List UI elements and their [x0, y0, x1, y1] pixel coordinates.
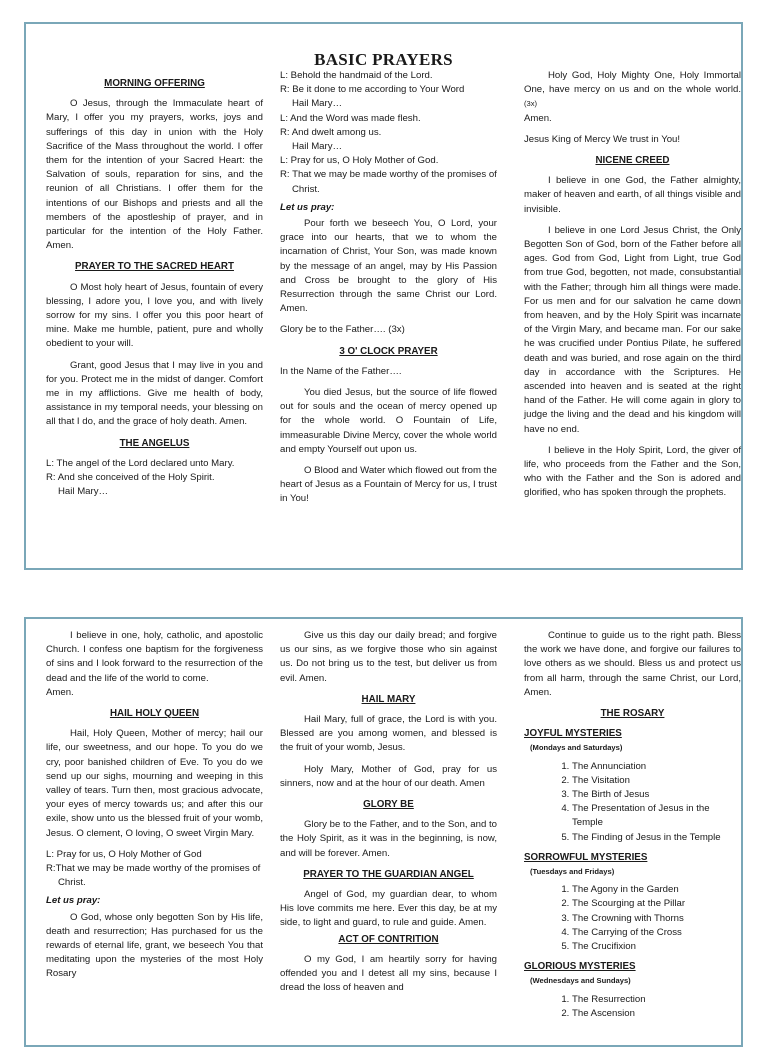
- angelus-response-line: R: And dwelt among us.: [280, 126, 382, 138]
- angelus-title: THE ANGELUS: [119, 437, 190, 449]
- three-oclock-title: 3 O' CLOCK PRAYER: [339, 345, 438, 357]
- hail-mary-cue: Hail Mary…: [58, 486, 109, 498]
- angelus-leader-line: L: Behold the handmaid of the Lord.: [280, 70, 433, 81]
- in-the-name-line: In the Name of the Father….: [280, 365, 402, 377]
- bottom-column-3: [524, 629, 741, 1025]
- joyful-mysteries-list: [524, 760, 741, 845]
- mystery-item: 2. The Ascension: [572, 1007, 741, 1021]
- page-title: BASIC PRAYERS: [314, 50, 453, 69]
- sacred-heart-paragraph-2: Grant, good Jesus that I may live in you and for you. Protect me in the midst of danger. Comfort me in my afflictions. Give me health of body, assistance in my temporal needs, your blessing on all that I do, and the grace of holy death. Amen.: [46, 359, 263, 428]
- sorrowful-mysteries-list: [524, 883, 741, 954]
- mystery-item: 3. The Birth of Jesus: [572, 788, 741, 802]
- sacred-heart-title: PRAYER TO THE SACRED HEART: [75, 261, 234, 273]
- sorrowful-days: (Tuesdays and Fridays): [530, 867, 615, 877]
- angelus-response-line: R: Be it done to me according to Your Word: [280, 84, 465, 96]
- bottom-column-2: [280, 629, 497, 1002]
- act-of-contrition-title: ACT OF CONTRITION: [338, 933, 439, 945]
- top-panel: [24, 22, 743, 570]
- hail-mary-title: HAIL MARY: [361, 693, 416, 705]
- mystery-item: 2. The Scourging at the Pillar: [572, 897, 741, 911]
- amen-line: Amen.: [46, 686, 74, 698]
- hail-mary-cue: Hail Mary…: [292, 98, 343, 110]
- hail-mary-paragraph-1: Hail Mary, full of grace, the Lord is with you. Blessed are you among women, and blessed is the fruit of your womb, Jesus.: [280, 714, 497, 754]
- morning-offering-title: MORNING OFFERING: [104, 78, 205, 89]
- sorrowful-mysteries-title: SORROWFUL MYSTERIES: [524, 851, 648, 863]
- creed-paragraph-2: I believe in one Lord Jesus Christ, the Only Begotten Son of God, born of the Father before all ages. God from God, Light from Light, true God from true God, begotten, not made, consubstantial with the Father; through him all things were made. For us men and for our salvation he came down from heaven, and by the Holy Spirit was incarnate of the Virgin Mary, and became man. For our sake he was crucified under Pontius Pilate, he suffered death and was buried, and rose again on the third day in accordance with the Scriptures. He ascended into heaven and is seated at the right hand of the Father. He will come again in glory to judge the living and the dead and his kingdom will have no end.: [524, 224, 741, 435]
- mystery-item: 1. The Resurrection: [572, 993, 741, 1007]
- bottom-column-1: [46, 629, 263, 989]
- repeat-count: (3x): [524, 99, 538, 109]
- hail-holy-queen-title: HAIL HOLY QUEEN: [109, 708, 200, 720]
- creed-paragraph-3: I believe in the Holy Spirit, Lord, the giver of life, who proceeds from the Father and the Son, who with the Father and the Son is adored and glorified, who has spoken through the prophets.: [524, 444, 741, 499]
- mystery-item: 4. The Carrying of the Cross: [572, 926, 741, 940]
- mystery-item: 1. The Agony in the Garden: [572, 883, 741, 897]
- mystery-item: 1. The Annunciation: [572, 760, 741, 774]
- rosary-title: THE ROSARY: [600, 708, 665, 720]
- creed-church-text: I believe in one, holy, catholic, and apostolic Church. I confess one baptism for the forgiveness of sins and I look forward to the resurrection of the dead and the life of the world to come.: [46, 630, 263, 684]
- angelus-response-line: R: That we may be made worthy of the promises of Christ.: [280, 169, 497, 195]
- angelus-closing-prayer: Pour forth we beseech You, O Lord, your grace into our hearts, that we to whom the incarnation of Christ, Your Son, was made known by the message of an angel, may by His Passion and Cross be brought to the glory of His Resurrection through the same Christ our Lord. Amen.: [280, 218, 497, 315]
- guidance-prayer-text: Continue to guide us to the right path. Bless the work we have done, and forgive our failures to love others as we should. Bless us and protect us from all harm, through the same Christ, our Lord, Amen.: [524, 630, 741, 698]
- amen-line: Amen.: [524, 112, 552, 124]
- queen-leader-line: L: Pray for us, O Holy Mother of God: [46, 848, 202, 860]
- glory-be-text: Glory be to the Father, and to the Son, and to the Holy Spirit, as it was in the beginning, is now, and will be forever. Amen.: [280, 819, 497, 859]
- jesus-king-line: Jesus King of Mercy We trust in You!: [524, 133, 681, 145]
- joyful-mysteries-title: JOYFUL MYSTERIES: [524, 728, 622, 740]
- you-died-jesus-text: You died Jesus, but the source of life flowed out for souls and the ocean of mercy opened up for the whole world. O Fountain of Life, immeasurable Divine Mercy, cover the whole world and empty Yourself out upon us.: [280, 387, 497, 455]
- blood-and-water-text: O Blood and Water which flowed out from the heart of Jesus as a Fountain of Mercy for us, I trust in You!: [280, 465, 497, 505]
- top-column-1: [46, 77, 263, 499]
- top-column-3: [524, 69, 741, 508]
- glorious-mysteries-title: GLORIOUS MYSTERIES: [524, 961, 636, 973]
- guardian-angel-text: Angel of God, my guardian dear, to whom His love commits me here. Ever this day, be at my side, to light and guard, to rule and guide. Amen.: [280, 889, 497, 929]
- glorious-days: (Wednesdays and Sundays): [530, 976, 631, 986]
- angelus-response-line: R: And she conceived of the Holy Spirit.: [46, 472, 215, 484]
- let-us-pray-label: Let us pray:: [46, 895, 101, 907]
- our-father-ending: Give us this day our daily bread; and forgive us our sins, as we forgive those who sin against us. Do not bring us to the test, but deliver us from evil. Amen.: [280, 630, 497, 684]
- act-of-contrition-text: O my God, I am heartily sorry for having offended you and I detest all my sins, because I dread the loss of heaven and: [280, 953, 497, 994]
- joyful-days: (Mondays and Saturdays): [530, 743, 623, 753]
- holy-god-text: [524, 69, 741, 112]
- angelus-leader-line: L: And the Word was made flesh.: [280, 112, 421, 124]
- nicene-creed-title: NICENE CREED: [595, 155, 670, 167]
- holy-god-line: Holy God, Holy Mighty One, Holy Immortal One, have mercy on us and on the whole world.: [524, 70, 741, 96]
- mystery-item: 2. The Visitation: [572, 774, 741, 788]
- queen-response-line: R:That we may be made worthy of the promises of Christ.: [46, 863, 261, 889]
- angelus-leader-line: L: The angel of the Lord declared unto Mary.: [46, 457, 235, 469]
- angelus-leader-line: L: Pray for us, O Holy Mother of God.: [280, 155, 439, 167]
- hail-mary-paragraph-2: Holy Mary, Mother of God, pray for us sinners, now and at the hour of our death. Amen: [280, 763, 497, 789]
- hail-holy-queen-text: Hail, Holy Queen, Mother of mercy; hail our life, our sweetness, and our hope. To you do we cry, poor banished children of Eve. To you do we send up our sighs, mourning and weeping in this valley of tears. Turn then, most gracious advocate, your eyes of mercy towards us; and after this our exile, show unto us the blessed fruit of your womb, Jesus. O clement, O loving, O sweet Virgin Mary.: [46, 728, 263, 839]
- glory-be-title: GLORY BE: [363, 799, 414, 811]
- hail-mary-cue: Hail Mary…: [292, 141, 343, 153]
- mystery-item: 5. The Finding of Jesus in the Temple: [572, 831, 741, 845]
- mystery-item: 5. The Crucifixion: [572, 940, 741, 954]
- let-us-pray-label: Let us pray:: [280, 201, 335, 213]
- guardian-angel-title: PRAYER TO THE GUARDIAN ANGEL: [303, 868, 474, 880]
- rosary-closing-prayer: O God, whose only begotten Son by His life, death and resurrection; Has purchased for us the rewards of eternal life, grant, we beseech You that meditating upon the mysteries of the most Holy Rosary: [46, 911, 263, 980]
- creed-paragraph-1: I believe in one God, the Father almighty, maker of heaven and earth, of all things visible and invisible.: [524, 175, 741, 215]
- morning-offering-text: O Jesus, through the Immaculate heart of Mary, I offer you my prayers, works, joys and sufferings of this day in union with the Holy Sacrifice of the Mass throughout the world. I offer them for the intention of your Sacred Heart: the Salvation of souls, reparation for sins, and the reunion of all Christians. I offer them for the intentions of our Bishops and priests and all the members of the apostleship of prayer, and in particular for the intention of the Holy Father. Amen.: [46, 98, 263, 252]
- mystery-item: 4. The Presentation of Jesus in the Temple: [572, 802, 741, 830]
- sacred-heart-paragraph-1: O Most holy heart of Jesus, fountain of every blessing, I adore you, I love you, and with lively sorrow for my sins. I offer you this poor heart of mine. Make me humble, patient, pure and wholly obedient to your will.: [46, 281, 263, 350]
- glory-be-3x: Glory be to the Father…. (3x): [280, 324, 405, 336]
- glorious-mysteries-list: [524, 993, 741, 1021]
- top-column-2: [280, 69, 497, 514]
- mystery-item: 3. The Crowning with Thorns: [572, 912, 741, 926]
- bottom-panel: [24, 617, 743, 1047]
